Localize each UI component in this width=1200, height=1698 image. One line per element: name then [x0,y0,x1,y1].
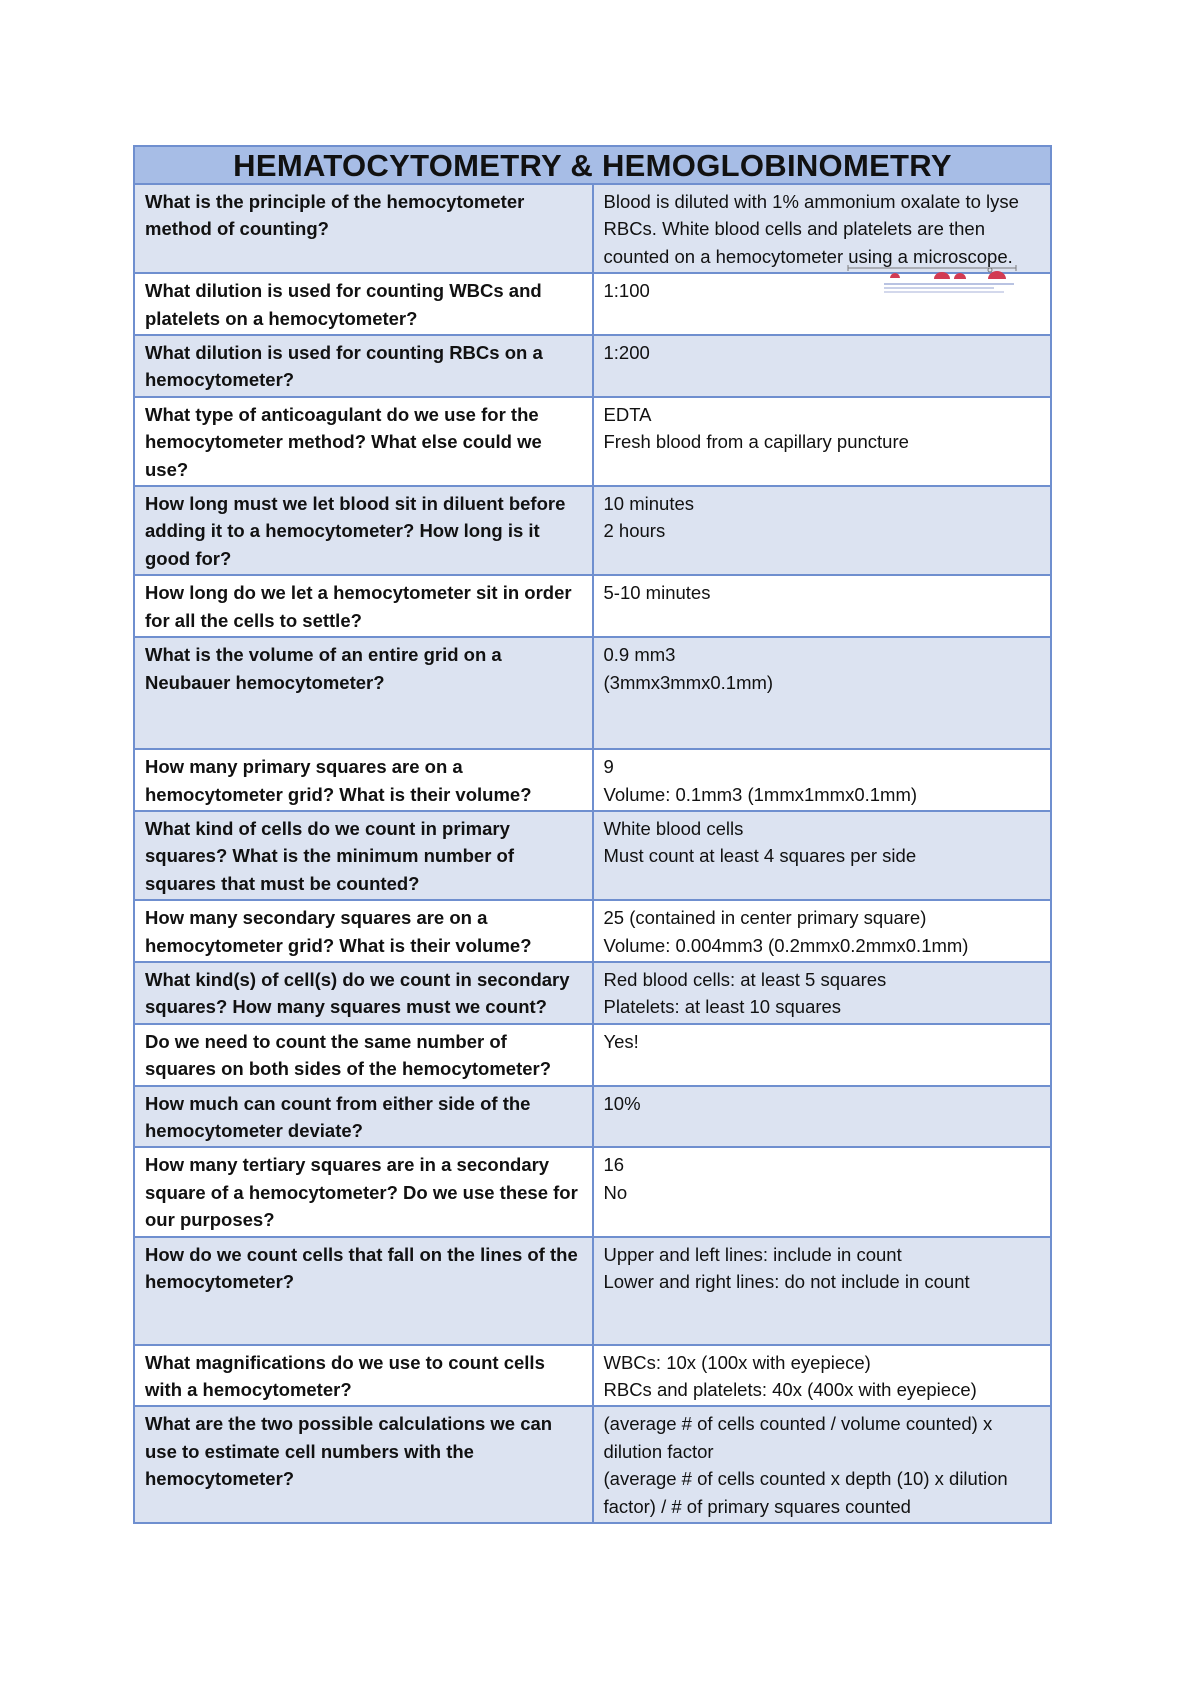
question-cell: What dilution is used for counting WBCs and platelets on a hemocytometer? [134,273,593,335]
title-row [134,146,1051,184]
question-cell: What dilution is used for counting RBCs on a hemocytometer? [134,335,593,397]
table-row [134,575,1051,637]
table-row [134,1237,1051,1345]
qa-table [133,145,1052,1524]
answer-cell: Red blood cells: at least 5 squares Platelets: at least 10 squares [593,962,1052,1024]
question-cell: What magnifications do we use to count cells with a hemocytometer? [134,1345,593,1407]
question-cell: What are the two possible calculations we can use to estimate cell numbers with the hemocytometer? [134,1406,593,1523]
answer-cell: White blood cells Must count at least 4 squares per side [593,811,1052,900]
answer-cell: 9 Volume: 0.1mm3 (1mmx1mmx0.1mm) [593,749,1052,811]
table-row [134,184,1051,273]
table-row [134,811,1051,900]
question-cell: What kind of cells do we count in primary squares? What is the minimum number of squares that must be counted? [134,811,593,900]
table-row [134,1086,1051,1148]
answer-cell: EDTA Fresh blood from a capillary puncture [593,397,1052,486]
question-cell: How many secondary squares are on a hemocytometer grid? What is their volume? [134,900,593,962]
answer-cell: (average # of cells counted / volume counted) x dilution factor (average # of cells counted x depth (10) x dilution factor) / # of primary squares counted [593,1406,1052,1523]
question-cell: How many tertiary squares are in a secondary square of a hemocytometer? Do we use these for our purposes? [134,1147,593,1236]
table-row [134,1024,1051,1086]
answer-cell: 1:100 [593,273,1052,335]
table-row [134,1406,1051,1523]
question-cell: What is the volume of an entire grid on a Neubauer hemocytometer? [134,637,593,749]
answer-cell: 16 No [593,1147,1052,1236]
question-cell: How long do we let a hemocytometer sit in order for all the cells to settle? [134,575,593,637]
table-row [134,962,1051,1024]
page-title: HEMATOCYTOMETRY & HEMOGLOBINOMETRY [134,146,1051,184]
question-cell: How much can count from either side of the hemocytometer deviate? [134,1086,593,1148]
answer-cell: Yes! [593,1024,1052,1086]
table-row [134,637,1051,749]
question-cell: How do we count cells that fall on the lines of the hemocytometer? [134,1237,593,1345]
answer-cell: 0.9 mm3 (3mmx3mmx0.1mm) [593,637,1052,749]
table-row [134,749,1051,811]
answer-cell: 25 (contained in center primary square) Volume: 0.004mm3 (0.2mmx0.2mmx0.1mm) [593,900,1052,962]
question-cell: What is the principle of the hemocytometer method of counting? [134,184,593,273]
question-cell: How long must we let blood sit in diluent before adding it to a hemocytometer? How long is it good for? [134,486,593,575]
table-row [134,1147,1051,1236]
table-row [134,397,1051,486]
answer-cell: 5-10 minutes [593,575,1052,637]
answer-cell: Blood is diluted with 1% ammonium oxalate to lyse RBCs. White blood cells and platelets are then counted on a hemocytometer using a microscope. [593,184,1052,273]
table-row [134,900,1051,962]
answer-cell: 1:200 [593,335,1052,397]
answer-cell: 10 minutes 2 hours [593,486,1052,575]
stray-figure-fragment [838,264,1028,304]
question-cell: What type of anticoagulant do we use for the hemocytometer method? What else could we use? [134,397,593,486]
answer-cell: Upper and left lines: include in count Lower and right lines: do not include in count [593,1237,1052,1345]
question-cell: Do we need to count the same number of squares on both sides of the hemocytometer? [134,1024,593,1086]
table-row [134,335,1051,397]
table-row [134,486,1051,575]
question-cell: How many primary squares are on a hemocytometer grid? What is their volume? [134,749,593,811]
table-row [134,1345,1051,1407]
question-cell: What kind(s) of cell(s) do we count in secondary squares? How many squares must we count? [134,962,593,1024]
answer-cell: 10% [593,1086,1052,1148]
answer-cell: WBCs: 10x (100x with eyepiece) RBCs and platelets: 40x (400x with eyepiece) [593,1345,1052,1407]
